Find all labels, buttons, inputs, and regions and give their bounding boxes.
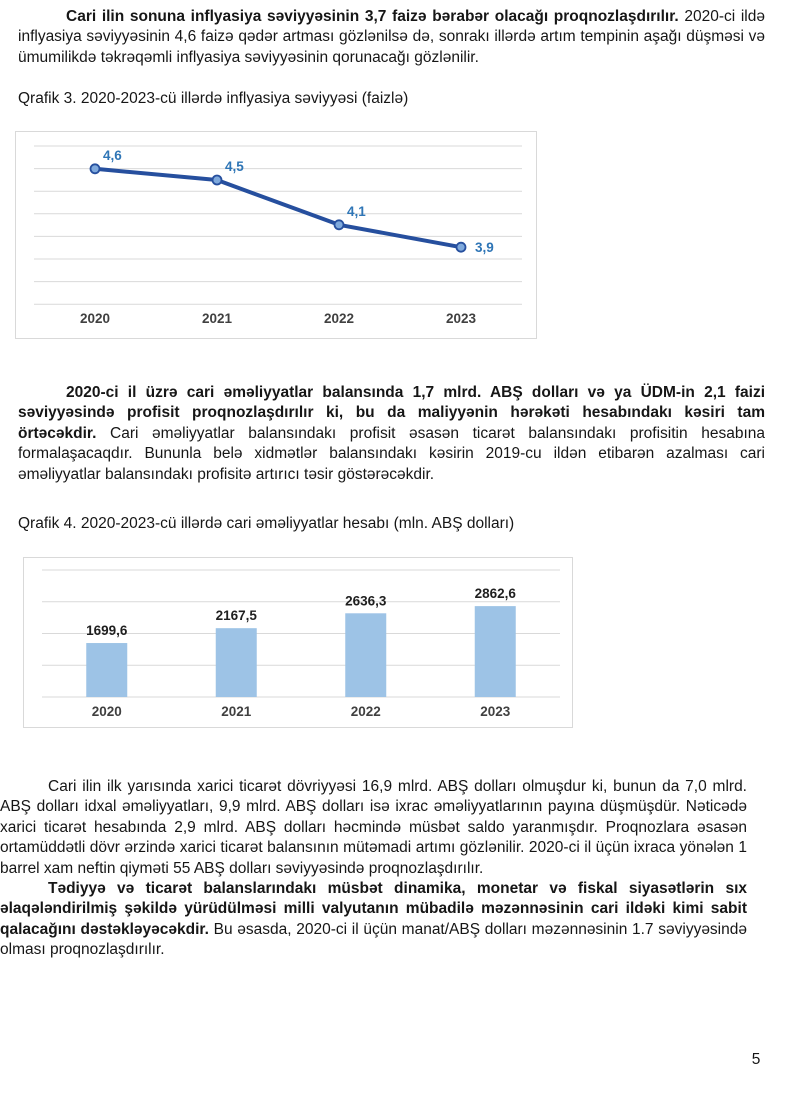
inflation-line-chart <box>15 131 537 339</box>
page-number: 5 <box>751 1051 761 1068</box>
year-label-2023: 2023 <box>480 704 511 719</box>
data-labels <box>86 586 516 638</box>
value-label-2020: 1699,6 <box>86 623 128 639</box>
paragraph-foreign-trade-body: Cari ilin ilk yarısında xarici ticarət dövriyyəsi 16,9 mlrd. ABŞ dolları olmuşdur ki, bunun da 7,0 mlrd. ABŞ dolları idxal əməliyyatları, 9,9 mlrd. ABŞ dolları isə ixrac əməliyyatlarının payına düşmüşdür. Nəticədə xarici ticarət hesabında 2,9 mlrd. ABŞ dolları həcmində müsbət saldo yaranmışdır. Proqnozlara əsasən ortamüddətli dövr ərzində xarici ticarət balansının mütəmadi artımı gözlənilir. 2020-ci il üçün ixraca yönələn 1 barrel xam neftin qiyməti 55 ABŞ dolları səviyyəsində proqnozlaşdırılır. <box>0 778 747 877</box>
year-label-2021: 2021 <box>201 311 233 326</box>
paragraph-inflation-forecast <box>18 7 765 68</box>
current-account-bar-chart <box>23 557 573 728</box>
point-2022 <box>335 220 344 229</box>
current-account-bar-chart-svg <box>24 558 572 727</box>
bar-2021 <box>216 628 257 697</box>
paragraph-inflation-forecast-body: 2020-ci ildə inflyasiya səviyyəsinin 4,6 faizə qədər artması gözlənilsə də, sonrakı illərdə artım tempinin aşağı düşməsi və ümumilikdə təkrəqəmli inflyasiya səviyyəsinin qorunacağı gözlənilir. <box>18 8 765 66</box>
value-label-2022: 4,1 <box>347 203 366 219</box>
chart3-caption: Qrafik 3. 2020-2023-cü illərdə inflyasiya səviyyəsi (faizlə) <box>18 90 409 107</box>
paragraph-current-account-lead: 2020-ci il üzrə cari əməliyyatlar balansında 1,7 mlrd. ABŞ dolları və ya ÜDM-in 2,1 faizi səviyyəsində profisit proqnozlaşdırılır ki, bu da maliyyənin hərəkəti hesabındakı kəsiri tam örtəcəkdir. <box>18 384 765 442</box>
point-2020 <box>91 164 100 173</box>
paragraph-exchange-rate-lead: Tədiyyə və ticarət balanslarındakı müsbət dinamika, monetar və fiskal siyasətlərin sıx əlaqələndirilmiş şəkildə yürüdülməsi milli valyutanın mübadilə məzənnəsinin cari ildəki kimi sabit qalacağını dəstəkləyəcəkdir. <box>0 880 747 938</box>
paragraph-exchange-rate <box>0 879 747 961</box>
value-label-2021: 2167,5 <box>215 608 257 624</box>
trade-paragraphs <box>0 777 800 961</box>
paragraph-current-account-body: Cari əməliyyatlar balansındakı profisit əsasən ticarət balansındakı profisitin hesabına formalaşacaqdır. Bununla belə xidmətlər balansındakı kəsirin 2019-cu ildən etibarən azalması cari əməliyyatlar balansındakı profisitə artırıcı təsir göstərəcəkdir. <box>18 424 765 483</box>
data-labels <box>103 148 494 255</box>
paragraph-exchange-rate-body: Bu əsasda, 2020-ci il üçün manat/ABŞ dolları məzənnəsinin 1.7 səviyyəsində olması proqnozlaşdırılır. <box>0 920 747 959</box>
year-label-2023: 2023 <box>445 311 477 326</box>
point-2023 <box>457 243 466 252</box>
inflation-line-chart-svg <box>16 132 536 338</box>
paragraph-foreign-trade <box>0 777 747 879</box>
value-label-2023: 3,9 <box>475 240 494 256</box>
paragraph-inflation-forecast-lead: Cari ilin sonuna inflyasiya səviyyəsinin 3,7 faizə bərabər olacağı proqnozlaşdırılır. <box>66 8 679 25</box>
year-label-2020: 2020 <box>91 704 122 719</box>
year-label-2021: 2021 <box>221 704 252 719</box>
value-label-2022: 2636,3 <box>345 593 387 609</box>
year-label-2022: 2022 <box>323 311 355 326</box>
x-axis-labels <box>80 311 477 326</box>
year-label-2022: 2022 <box>350 704 381 719</box>
chart4-caption: Qrafik 4. 2020-2023-cü illərdə cari əməliyyatlar hesabı (mln. ABŞ dolları) <box>18 515 515 532</box>
bar-2020 <box>86 643 127 697</box>
x-axis-labels <box>92 704 511 719</box>
bars <box>86 606 516 697</box>
value-label-2020: 4,6 <box>103 147 122 163</box>
paragraph-current-account <box>18 383 765 485</box>
bar-2023 <box>475 606 516 697</box>
value-label-2023: 2862,6 <box>474 586 516 602</box>
inflation-series-line <box>95 169 461 247</box>
value-label-2021: 4,5 <box>225 159 244 174</box>
point-2021 <box>213 176 222 185</box>
year-label-2020: 2020 <box>79 311 111 326</box>
bar-2022 <box>345 613 386 697</box>
